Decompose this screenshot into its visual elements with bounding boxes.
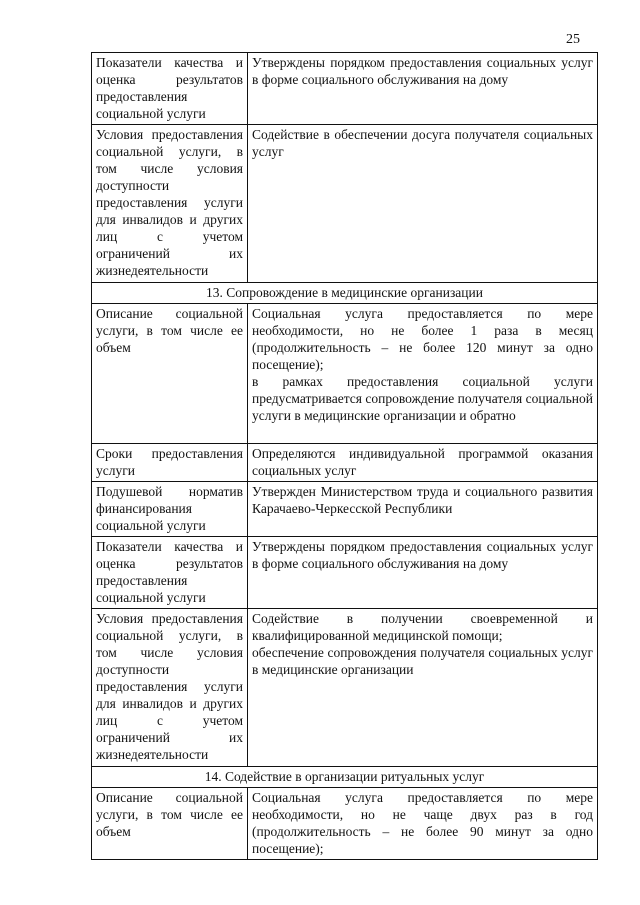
table-row <box>92 537 598 609</box>
row-value <box>248 53 598 125</box>
section-title: 14. Содействие в организации ритуальных услуг <box>92 767 598 788</box>
row-label: Подушевой норматив финансирования социальной услуги <box>92 482 248 537</box>
value-paragraph: в рамках предоставления социальной услуги предусматривается сопровождение получателя социальной услуги в медицинские организации и обратно <box>252 374 593 423</box>
value-paragraph: Социальная услуга предоставляется по мере необходимости, но не чаще двух раз в год (продолжительность – не более 90 минут за одно посещение); <box>252 790 593 856</box>
table-row <box>92 53 598 125</box>
row-label: Описание социальной услуги, в том числе ее объем <box>92 788 248 860</box>
table-row <box>92 609 598 767</box>
section-header-row <box>92 283 598 304</box>
row-value <box>248 444 598 482</box>
value-paragraph: Содействие в получении своевременной и квалифицированной медицинской помощи; <box>252 611 593 643</box>
value-paragraph: Определяются индивидуальной программой оказания социальных услуг <box>252 446 593 478</box>
row-value <box>248 125 598 283</box>
services-table <box>91 52 598 860</box>
value-paragraph: Социальная услуга предоставляется по мере необходимости, но не более 1 раза в месяц (продолжительность – не более 120 минут за одно посещение); <box>252 306 593 372</box>
row-value <box>248 537 598 609</box>
table-row <box>92 304 598 444</box>
value-paragraph: обеспечение сопровождения получателя социальных услуг в медицинские организации <box>252 645 593 677</box>
value-paragraph: Утверждены порядком предоставления социальных услуг в форме социального обслуживания на дому <box>252 55 593 87</box>
table-row <box>92 788 598 860</box>
row-label: Условия предоставления социальной услуги, в том числе условия доступности предоставления услуги для инвалидов и других лиц с учетом ограничений их жизнедеятельности <box>92 609 248 767</box>
row-value <box>248 609 598 767</box>
table-row <box>92 482 598 537</box>
page-number: 25 <box>566 32 580 47</box>
row-label: Показатели качества и оценка результатов предоставления социальной услуги <box>92 53 248 125</box>
row-value <box>248 304 598 444</box>
row-value <box>248 482 598 537</box>
row-label: Условия предоставления социальной услуги, в том числе условия доступности предоставления услуги для инвалидов и других лиц с учетом ограничений их жизнедеятельности <box>92 125 248 283</box>
row-label: Показатели качества и оценка результатов предоставления социальной услуги <box>92 537 248 609</box>
row-label: Описание социальной услуги, в том числе ее объем <box>92 304 248 444</box>
value-paragraph: Содействие в обеспечении досуга получателя социальных услуг <box>252 127 593 159</box>
section-title: 13. Сопровождение в медицинские организации <box>92 283 598 304</box>
value-paragraph: Утвержден Министерством труда и социального развития Карачаево-Черкесской Республики <box>252 484 593 516</box>
row-label: Сроки предоставления услуги <box>92 444 248 482</box>
row-value <box>248 788 598 860</box>
section-header-row <box>92 767 598 788</box>
value-paragraph: Утверждены порядком предоставления социальных услуг в форме социального обслуживания на дому <box>252 539 593 571</box>
table-row <box>92 444 598 482</box>
table-row <box>92 125 598 283</box>
